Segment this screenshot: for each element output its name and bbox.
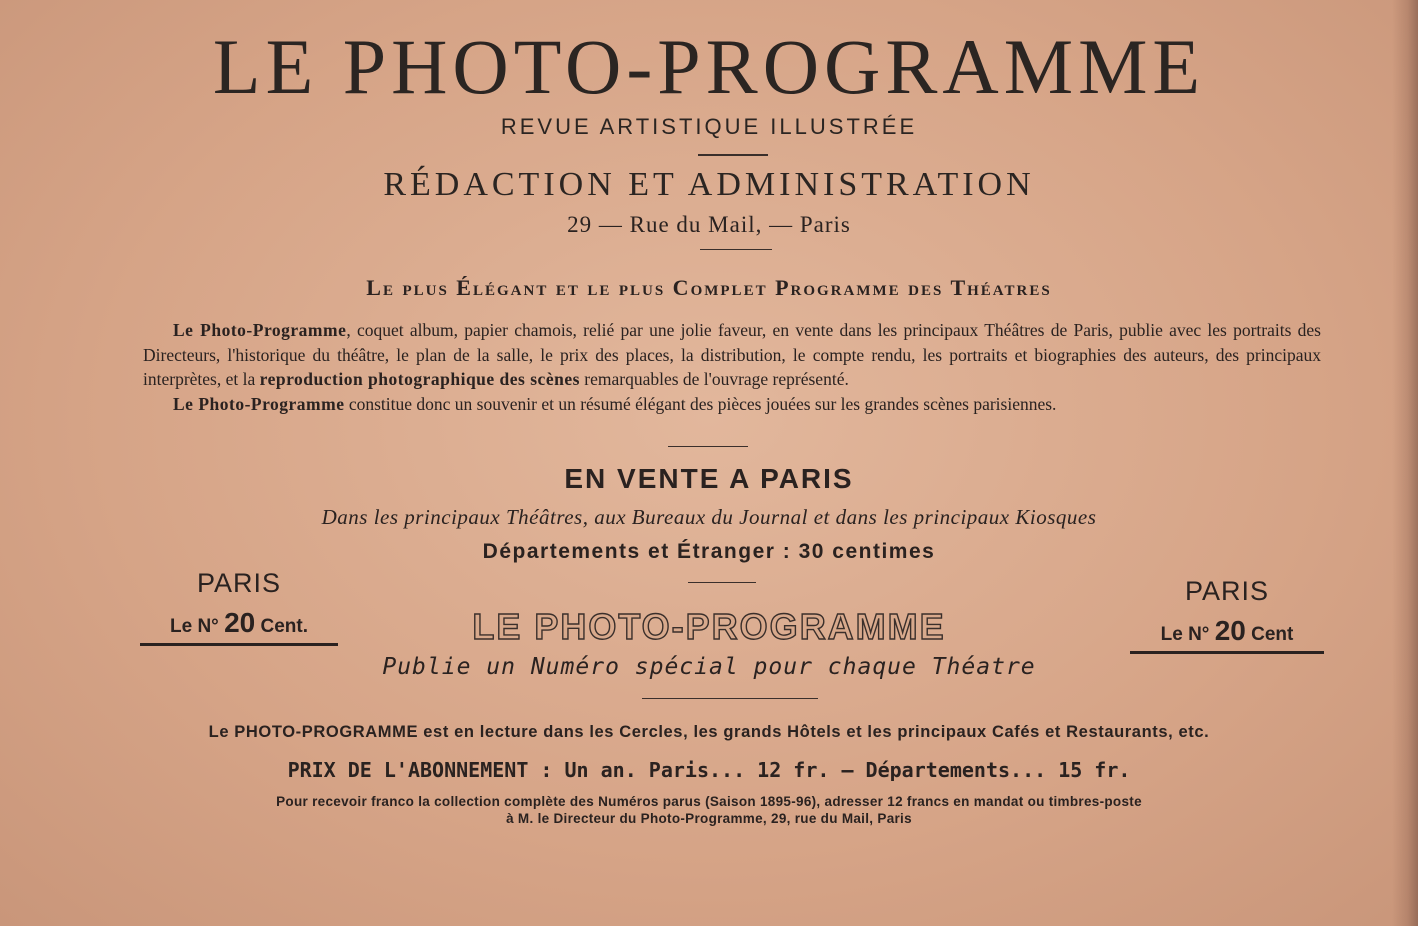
office-address: 29 — Rue du Mail, — Paris [567,212,851,237]
divider-ornament [700,249,772,250]
publication-name: Le Photo-Programme [173,393,345,414]
divider-ornament [698,154,768,156]
divider-ornament [688,582,756,583]
lecture-notice: Le PHOTO-PROGRAMME est en lecture dans les Cercles, les grands Hôtels et les principaux Cafés et Restaurants, etc. [208,723,1210,741]
page-edge-shadow [1392,0,1418,926]
sale-heading: EN VENTE A PARIS [564,463,854,494]
description-text: constitue donc un souvenir et un résumé élégant des pièces jouées sur les grandes scènes parisiennes. [344,393,1057,414]
price-number: 20 [1214,615,1246,646]
sale-locations: Dans les principaux Théâtres, aux Bureaux du Journal et dans les principaux Kiosques [321,505,1097,529]
publication-name: Le Photo-Programme [173,320,347,340]
price-city: PARIS [1184,576,1270,606]
price-suffix: Cent [1251,624,1294,645]
masthead-subtitle: REVUE ARTISTIQUE ILLUSTRÉE [500,114,918,139]
special-title: LE PHOTO-PROGRAMME [472,606,946,647]
description-text: , coquet album, papier chamois, relié par une jolie faveur, en vente dans les principaux Théâtres de Paris, publie avec les portraits des Directeurs, l'historique du théâtre, le plan de la salle, le prix des places, la distribution, le compte rendu, les portraits et biographies des auteurs, des principaux interprètes, et la [143,320,1321,389]
description-paragraph-1 [143,318,1321,392]
collection-note-line1: Pour recevoir franco la collection complète des Numéros parus (Saison 1895-96), adresser 12 francs en mandat ou timbres-poste [276,794,1142,809]
description-emphasis: reproduction photographique des scènes [259,369,580,389]
redaction-heading: RÉDACTION ET ADMINISTRATION [383,166,1035,203]
masthead-title: LE PHOTO-PROGRAMME [212,23,1206,110]
price-city: PARIS [196,568,282,598]
price-number: 20 [224,607,256,638]
divider-ornament [668,446,748,447]
description-paragraph [143,318,1321,416]
collection-note-line2: à M. le Directeur du Photo-Programme, 29, rue du Mail, Paris [506,811,912,826]
price-suffix: Cent. [260,616,308,637]
price-prefix: Le N° [170,616,219,637]
divider-ornament [642,698,818,699]
special-subtitle: Publie un Numéro spécial pour chaque Théatre [382,654,1036,680]
tagline: Le plus Élégant et le plus Complet Programme des Théatres [366,275,1052,300]
description-text: remarquables de l'ouvrage représenté. [579,369,849,389]
departments-price: Départements et Étranger : 30 centimes [482,540,936,563]
description-paragraph-2 [143,392,1321,417]
subscription-price: PRIX DE L'ABONNEMENT : Un an. Paris... 12 fr. — Départements... 15 fr. [287,758,1131,782]
price-prefix: Le N° [1160,624,1210,645]
